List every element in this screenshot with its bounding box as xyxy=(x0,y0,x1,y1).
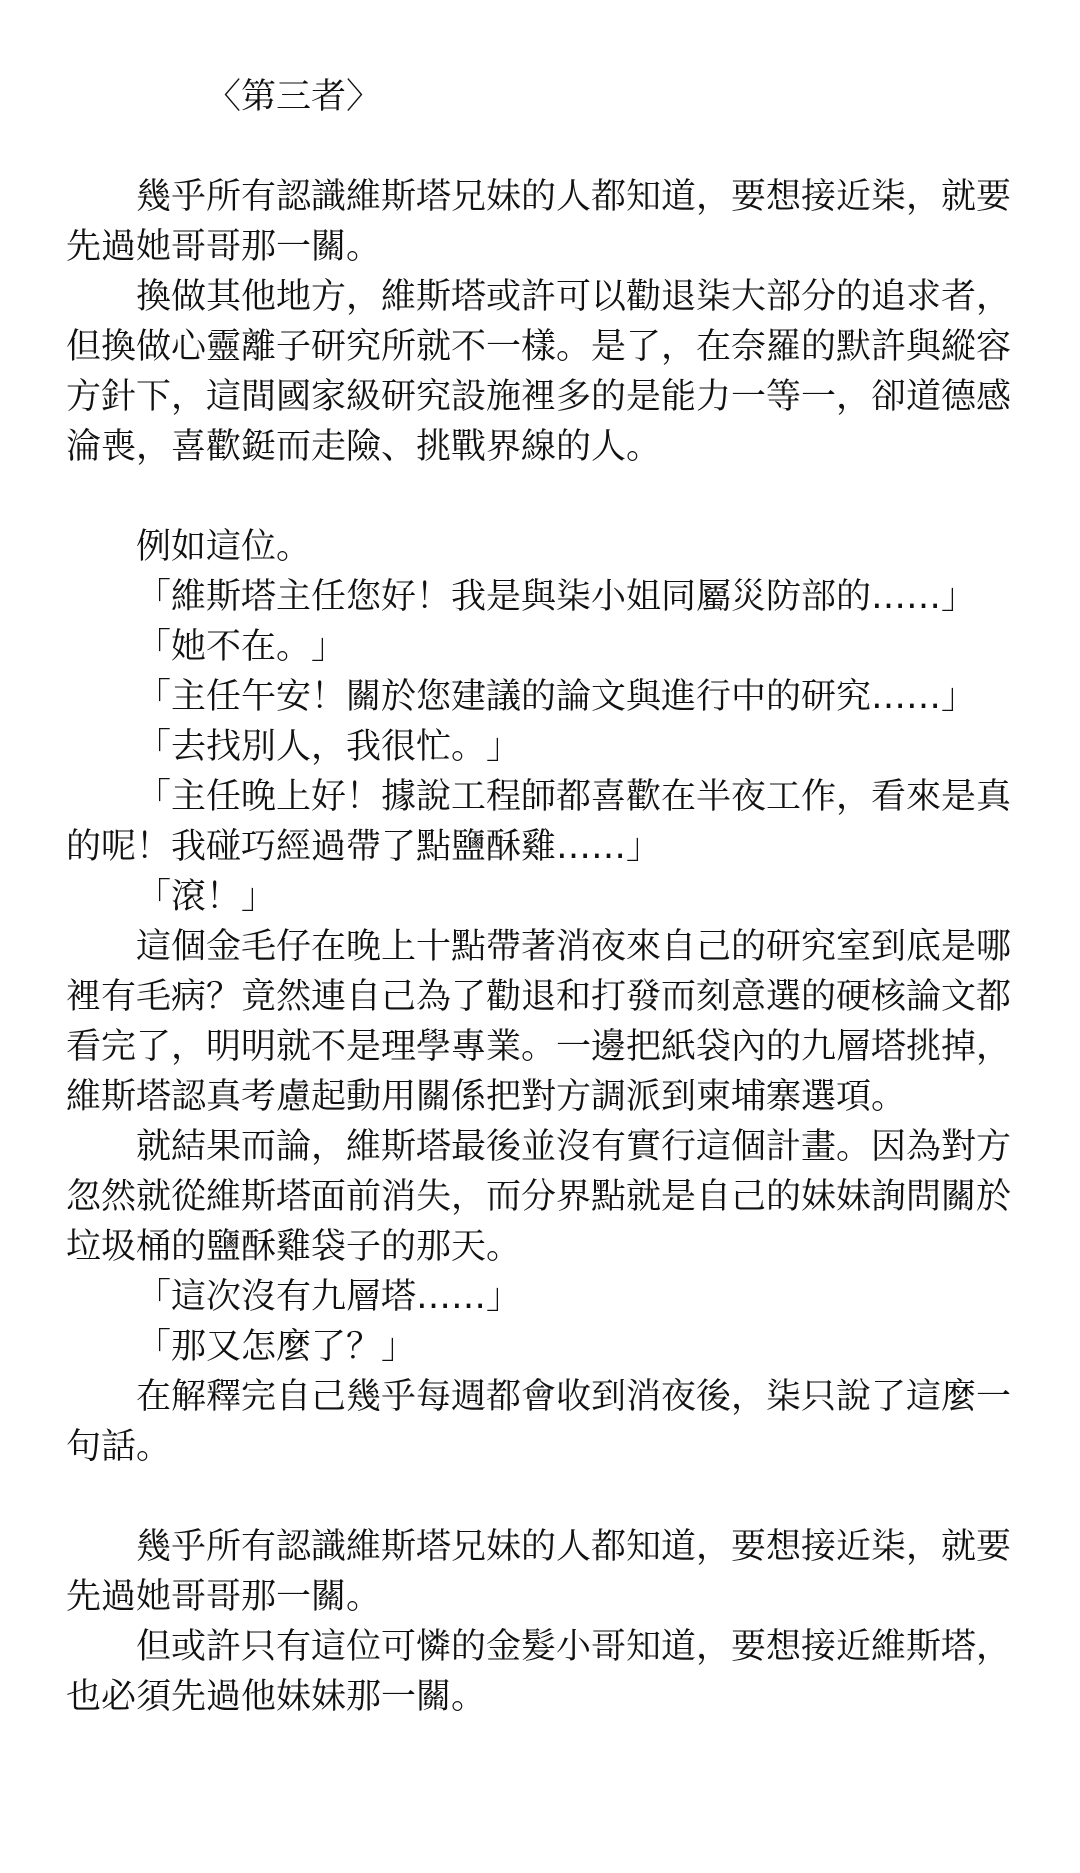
paragraph: 幾乎所有認識維斯塔兄妹的人都知道，要想接近柒，就要先過她哥哥那一關。 xyxy=(66,177,1012,267)
paragraph: 這個金毛仔在晚上十點帶著消夜來自己的研究室到底是哪裡有毛病？竟然連自己為了勸退和打發而刻意選的硬核論文都看完了，明明就不是理學專業。一邊把紙袋內的九層塔挑掉，維斯塔認真考慮起動用關係把對方調派到柬埔寨選項。 xyxy=(66,927,1012,1117)
paragraph: 就結果而論，維斯塔最後並沒有實行這個計畫。因為對方忽然就從維斯塔面前消失，而分界點就是自己的妹妹詢問關於垃圾桶的鹽酥雞袋子的那天。 xyxy=(66,1127,1012,1267)
dialogue-line: 「這次沒有九層塔……」 xyxy=(136,1277,522,1317)
dialogue-line: 「維斯塔主任您好！我是與柒小姐同屬災防部的……」 xyxy=(136,577,977,617)
paragraph: 例如這位。 xyxy=(136,527,312,567)
dialogue-line: 「滾！」 xyxy=(136,877,277,917)
paragraph: 換做其他地方，維斯塔或許可以勸退柒大部分的追求者，但換做心靈離子研究所就不一樣。是了，在奈羅的默許與縱容方針下，這間國家級研究設施裡多的是能力一等一，卻道德感淪喪，喜歡鋌而走險、挑戰界線的人。 xyxy=(66,277,1012,467)
dialogue-line: 「主任午安！關於您建議的論文與進行中的研究……」 xyxy=(136,677,977,717)
paragraph: 幾乎所有認識維斯塔兄妹的人都知道，要想接近柒，就要先過她哥哥那一關。 xyxy=(66,1527,1012,1617)
dialogue-line: 「她不在。」 xyxy=(136,627,347,667)
dialogue-line: 「去找別人，我很忙。」 xyxy=(136,727,522,767)
paragraph: 但或許只有這位可憐的金髮小哥知道，要想接近維斯塔，也必須先過他妹妹那一關。 xyxy=(66,1627,1012,1717)
document-title: 〈第三者〉 xyxy=(206,77,382,117)
dialogue-line: 「那又怎麼了？」 xyxy=(136,1327,417,1367)
paragraph: 在解釋完自己幾乎每週都會收到消夜後，柒只說了這麼一句話。 xyxy=(66,1377,1012,1467)
dialogue-line: 「主任晚上好！據說工程師都喜歡在半夜工作，看來是真的呢！我碰巧經過帶了點鹽酥雞……」 xyxy=(66,777,1012,867)
document-body xyxy=(66,172,1025,1722)
